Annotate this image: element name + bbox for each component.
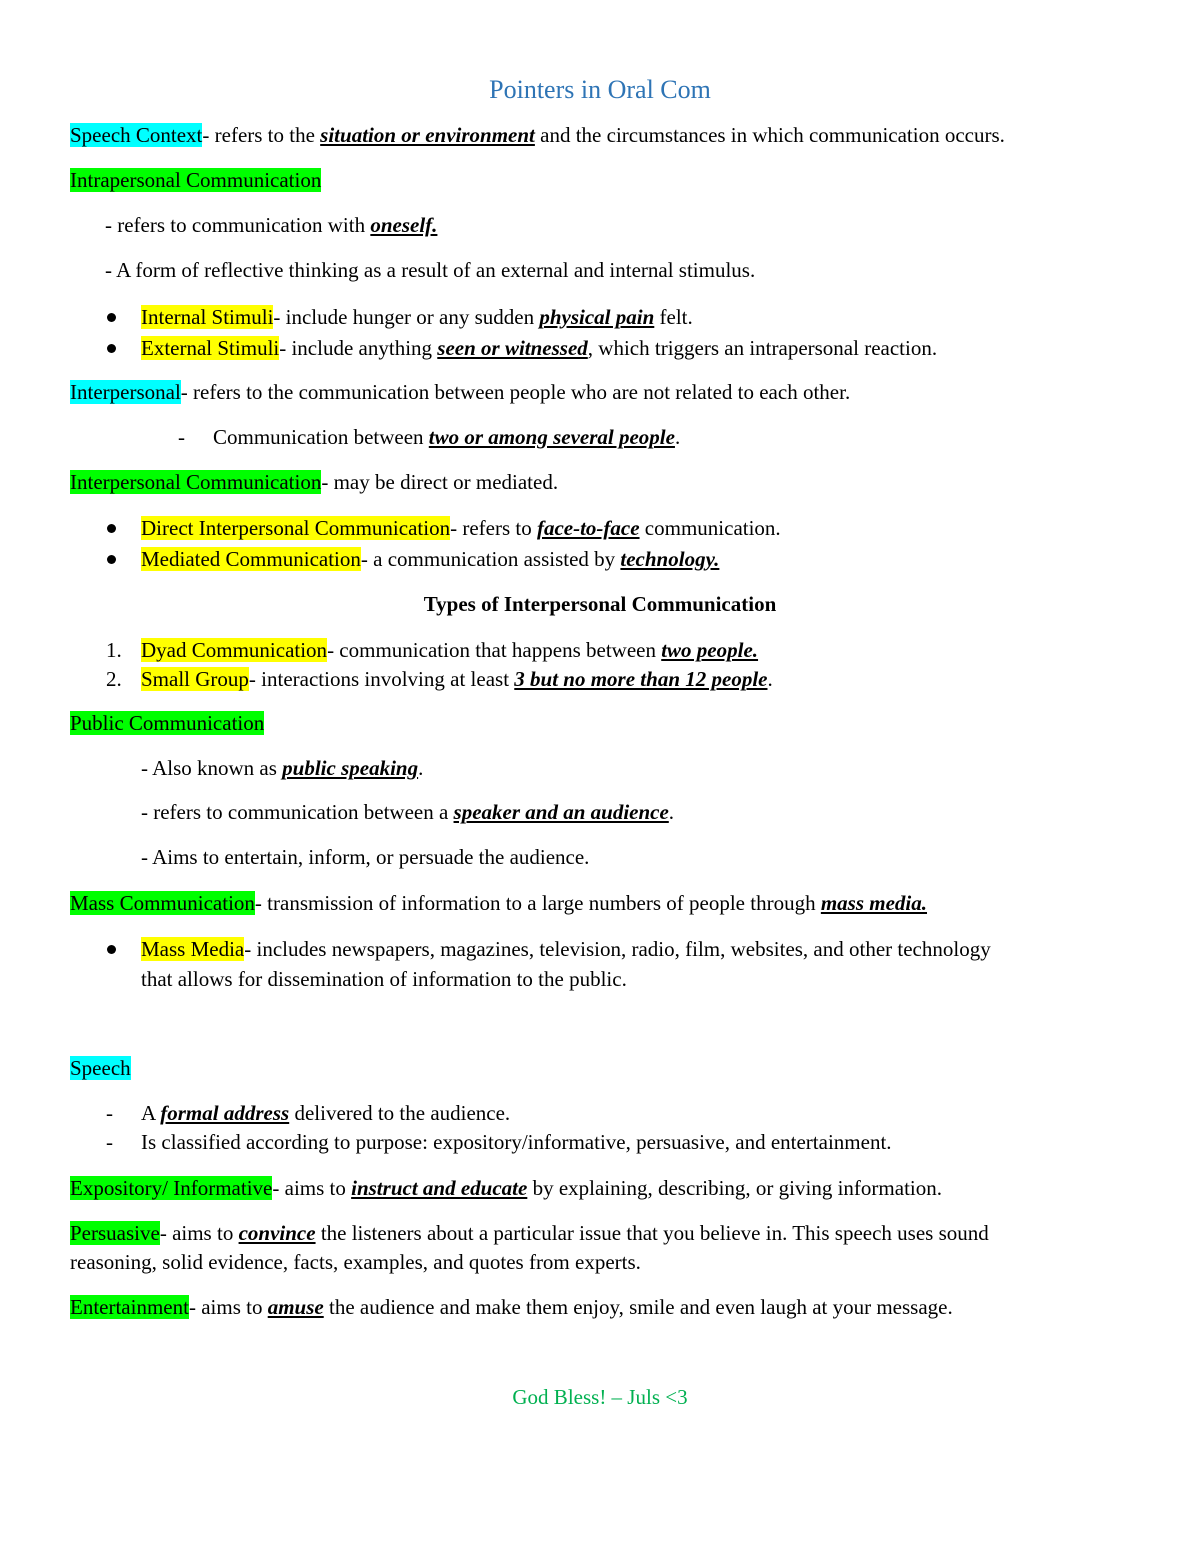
term-highlight: Speech xyxy=(70,1056,131,1080)
text: - refers to communication between a xyxy=(141,800,454,824)
speech-context-line xyxy=(70,121,1005,149)
mass-media-item-cont: that allows for dissemination of information to the public. xyxy=(141,967,627,991)
bullet-icon xyxy=(107,313,116,322)
term-highlight: Public Communication xyxy=(70,711,265,735)
text: Communication between xyxy=(213,425,429,449)
dyad-item xyxy=(141,636,758,664)
term-highlight: Expository/ Informative xyxy=(70,1176,273,1200)
list-number: 1. xyxy=(106,638,122,662)
term-highlight: Interpersonal Communication xyxy=(70,470,322,494)
text: - a communication assisted by xyxy=(360,547,621,571)
entertainment-line xyxy=(70,1293,953,1321)
small-group-item xyxy=(141,665,773,693)
text: - aims to xyxy=(272,1176,352,1200)
list-number: 2. xyxy=(106,667,122,691)
term-highlight: External Stimuli xyxy=(141,336,280,360)
key-phrase: face-to-face xyxy=(536,516,640,540)
bullet-icon xyxy=(107,555,116,564)
text: , which triggers an intrapersonal reaction. xyxy=(587,336,938,360)
term-highlight: Interpersonal xyxy=(70,380,181,404)
public-line-3: - Aims to entertain, inform, or persuade the audience. xyxy=(141,845,590,869)
key-phrase: technology. xyxy=(620,547,720,571)
interpersonal-sub-item xyxy=(213,423,680,451)
text: felt. xyxy=(654,305,693,329)
text: - refers to xyxy=(450,516,537,540)
text: - include anything xyxy=(279,336,438,360)
text: - aims to xyxy=(159,1221,239,1245)
term-highlight: Intrapersonal Communication xyxy=(70,168,322,192)
text: . xyxy=(674,425,681,449)
dash-marker: - xyxy=(178,425,185,449)
key-phrase: public speaking xyxy=(282,756,419,780)
intrapersonal-line-2: - A form of reflective thinking as a result of an external and internal stimulus. xyxy=(105,258,756,282)
key-phrase: physical pain xyxy=(539,305,655,329)
term-highlight: Persuasive xyxy=(70,1221,160,1245)
text: . xyxy=(767,667,773,691)
text: the listeners about a particular issue that you believe in. This speech uses sound xyxy=(315,1221,989,1245)
persuasive-line xyxy=(70,1219,989,1247)
key-phrase: speaker and an audience xyxy=(453,800,669,824)
key-phrase: instruct and educate xyxy=(351,1176,528,1200)
text: - may be direct or mediated. xyxy=(321,470,559,494)
key-phrase: convince xyxy=(238,1221,316,1245)
public-line-1 xyxy=(141,754,423,782)
speech-item-1 xyxy=(141,1099,510,1127)
text: - interactions involving at least xyxy=(248,667,515,691)
text: and the circumstances in which communication occurs. xyxy=(534,123,1005,147)
interpersonal-comm-line xyxy=(70,468,558,496)
public-heading xyxy=(70,709,264,737)
text: - refers to the communication between people who are not related to each other. xyxy=(180,380,851,404)
interpersonal-line xyxy=(70,378,850,406)
term-highlight: Entertainment xyxy=(70,1295,189,1319)
text: . xyxy=(418,756,424,780)
key-phrase: 3 but no more than 12 people xyxy=(514,667,768,691)
internal-stimuli-item xyxy=(141,303,693,331)
text: communication. xyxy=(639,516,781,540)
footer-note: God Bless! – Juls <3 xyxy=(512,1385,688,1409)
mediated-comm-item xyxy=(141,545,719,573)
intrapersonal-heading xyxy=(70,166,321,194)
bullet-icon xyxy=(107,344,116,353)
speech-item-2: Is classified according to purpose: expository/informative, persuasive, and entertainment. xyxy=(141,1130,892,1154)
dash-marker: - xyxy=(106,1101,113,1125)
text: . xyxy=(668,800,675,824)
text: - includes newspapers, magazines, television, radio, film, websites, and other technology xyxy=(244,937,991,961)
key-phrase: two or among several people xyxy=(428,425,675,449)
term-highlight: Speech Context xyxy=(70,123,203,147)
direct-comm-item xyxy=(141,514,781,542)
page-title: Pointers in Oral Com xyxy=(489,75,711,104)
text: - Also known as xyxy=(141,756,283,780)
term-highlight: Mediated Communication xyxy=(141,547,361,571)
public-line-2 xyxy=(141,798,674,826)
text: A xyxy=(141,1101,161,1125)
external-stimuli-item xyxy=(141,334,937,362)
expository-line xyxy=(70,1174,942,1202)
term-highlight: Mass Media xyxy=(141,937,245,961)
text: - communication that happens between xyxy=(327,638,662,662)
persuasive-line-cont: reasoning, solid evidence, facts, examples, and quotes from experts. xyxy=(70,1250,641,1274)
mass-comm-line xyxy=(70,889,927,917)
key-phrase: two people. xyxy=(661,638,759,662)
text: delivered to the audience. xyxy=(289,1101,511,1125)
text: - aims to xyxy=(188,1295,268,1319)
key-phrase: oneself. xyxy=(370,213,438,237)
intrapersonal-line-1 xyxy=(105,211,437,239)
section-heading: Types of Interpersonal Communication xyxy=(423,592,777,616)
text: the audience and make them enjoy, smile and even laugh at your message. xyxy=(323,1295,953,1319)
key-phrase: amuse xyxy=(267,1295,324,1319)
text: by explaining, describing, or giving information. xyxy=(527,1176,942,1200)
term-highlight: Mass Communication xyxy=(70,891,255,915)
key-phrase: mass media. xyxy=(820,891,928,915)
key-phrase: formal address xyxy=(160,1101,290,1125)
key-phrase: situation or environment xyxy=(320,123,535,147)
text: - refers to the xyxy=(202,123,321,147)
term-highlight: Direct Interpersonal Communication xyxy=(141,516,451,540)
key-phrase: seen or witnessed xyxy=(437,336,588,360)
bullet-icon xyxy=(107,524,116,533)
term-highlight: Small Group xyxy=(141,667,249,691)
text: - include hunger or any sudden xyxy=(273,305,540,329)
mass-media-item xyxy=(141,935,991,963)
text: - transmission of information to a large numbers of people through xyxy=(254,891,821,915)
term-highlight: Dyad Communication xyxy=(141,638,328,662)
term-highlight: Internal Stimuli xyxy=(141,305,274,329)
bullet-icon xyxy=(107,945,116,954)
speech-heading xyxy=(70,1054,131,1082)
text: - refers to communication with xyxy=(105,213,371,237)
dash-marker: - xyxy=(106,1130,113,1154)
